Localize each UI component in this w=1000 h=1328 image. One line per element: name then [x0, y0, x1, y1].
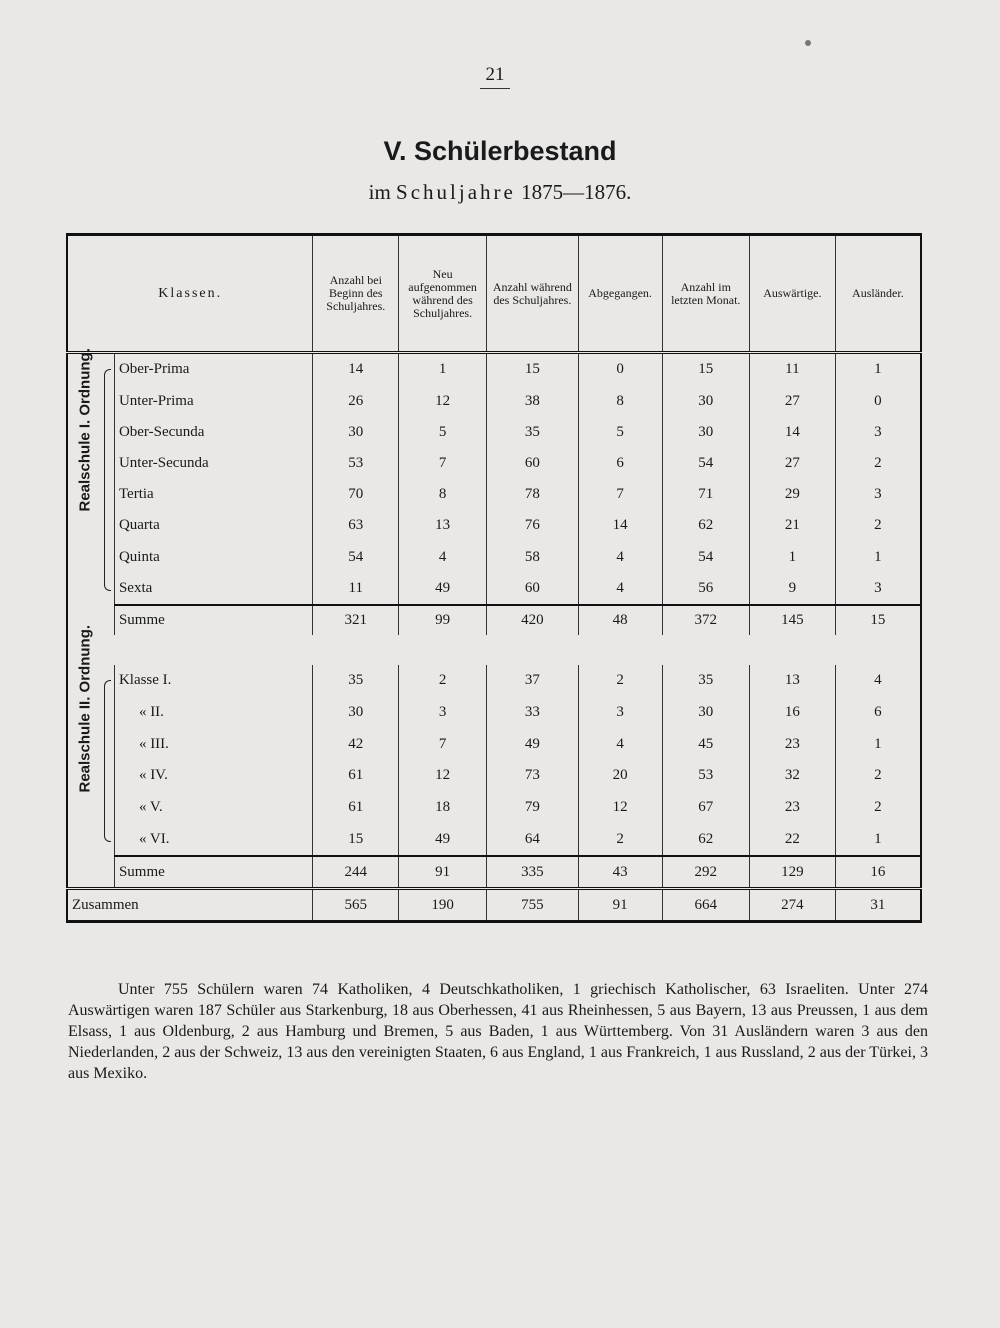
table-row [67, 448, 921, 479]
cell: 32 [749, 760, 835, 792]
cell: 9 [749, 573, 835, 605]
header-anzahl-beginn: Anzahl bei Beginn des Schuljahres. [313, 235, 399, 353]
cell: 1 [835, 728, 921, 760]
cell: 49 [399, 823, 487, 856]
cell: 73 [487, 760, 579, 792]
cell: 15 [313, 823, 399, 856]
cell: 91 [399, 856, 487, 888]
cell: 4 [835, 665, 921, 697]
cell: 21 [749, 510, 835, 541]
cell: 5 [578, 417, 662, 448]
cell: 1 [835, 353, 921, 386]
total-row [67, 889, 921, 922]
cell: 61 [313, 792, 399, 824]
cell: 56 [662, 573, 749, 605]
table-row [67, 353, 921, 386]
cell: 63 [313, 510, 399, 541]
cell: 4 [399, 542, 487, 573]
cell: 60 [487, 573, 579, 605]
cell: 1 [835, 823, 921, 856]
cell: 78 [487, 479, 579, 510]
cell: 3 [835, 417, 921, 448]
cell: 2 [835, 760, 921, 792]
cell: 18 [399, 792, 487, 824]
table-row [67, 417, 921, 448]
table-row [67, 665, 921, 697]
cell: 12 [399, 760, 487, 792]
cell: 3 [399, 697, 487, 729]
cell: 13 [749, 665, 835, 697]
cell: 30 [662, 417, 749, 448]
group2-label: Realschule II. Ordnung. [76, 625, 94, 793]
cell: 2 [835, 792, 921, 824]
cell: 8 [399, 479, 487, 510]
cell: 54 [662, 448, 749, 479]
cell: 11 [749, 353, 835, 386]
cell: 62 [662, 823, 749, 856]
cell: 190 [399, 889, 487, 922]
table-row [67, 697, 921, 729]
cell: 1 [399, 353, 487, 386]
cell: 1 [835, 542, 921, 573]
cell: 14 [313, 353, 399, 386]
cell: 2 [399, 665, 487, 697]
row-label: « III. [114, 728, 312, 760]
cell: 3 [578, 697, 662, 729]
cell: 129 [749, 856, 835, 888]
cell: 16 [835, 856, 921, 888]
cell: 58 [487, 542, 579, 573]
table-row [67, 510, 921, 541]
cell: 43 [578, 856, 662, 888]
group2-sum-row [67, 856, 921, 888]
cell: 2 [578, 823, 662, 856]
header-auslaender: Ausländer. [835, 235, 921, 353]
cell: 292 [662, 856, 749, 888]
row-label: « VI. [114, 823, 312, 856]
header-letzter-monat: Anzahl im letzten Monat. [662, 235, 749, 353]
row-label: Ober-Prima [114, 353, 312, 386]
cell: 33 [487, 697, 579, 729]
cell: 7 [399, 728, 487, 760]
group1-sum-row [67, 605, 921, 635]
cell: 35 [487, 417, 579, 448]
cell: 35 [662, 665, 749, 697]
row-label: « V. [114, 792, 312, 824]
row-label: Tertia [114, 479, 312, 510]
cell: 48 [578, 605, 662, 635]
cell: 5 [399, 417, 487, 448]
cell: 30 [662, 385, 749, 416]
cell: 27 [749, 448, 835, 479]
header-klassen: Klassen. [67, 235, 313, 353]
summary-paragraph: Unter 755 Schülern waren 74 Katholiken, 4 Deutschkatholiken, 1 griechisch Katholischer, 63 Israeliten. Unter 274 Auswärtigen waren 187 Schüler aus Starkenburg, 18 aus Oberhessen, 41 aus Rheinhessen, 5 aus Bayern, 13 aus Preussen, 1 aus dem Elsass, 1 aus Oldenburg, 2 aus Hamburg und Bremen, 5 aus Baden, 1 aus Württemberg. Von 31 Ausländern waren 3 aus den Niederlanden, 2 aus der Schweiz, 13 aus den vereinigten Staaten, 6 aus England, 1 aus Frankreich, 1 aus Russland, 2 aus der Türkei, 3 aus Mexiko. [68, 981, 928, 1082]
cell: 53 [313, 448, 399, 479]
cell: 11 [313, 573, 399, 605]
cell: 565 [313, 889, 399, 922]
cell: 2 [835, 510, 921, 541]
cell: 3 [835, 479, 921, 510]
group1-body [67, 348, 921, 636]
cell: 145 [749, 605, 835, 635]
cell: 54 [662, 542, 749, 573]
cell: 14 [749, 417, 835, 448]
ink-dot [805, 40, 811, 46]
row-label: Quarta [114, 510, 312, 541]
subtitle-prefix: im [368, 180, 391, 204]
cell: 31 [835, 889, 921, 922]
row-label: « II. [114, 697, 312, 729]
table-row [67, 823, 921, 856]
table-row [67, 792, 921, 824]
section-title: V. Schülerbestand [383, 136, 617, 166]
cell: 1 [749, 542, 835, 573]
row-label: Ober-Secunda [114, 417, 312, 448]
cell: 15 [487, 353, 579, 386]
cell: 2 [835, 448, 921, 479]
group1-label: Realschule I. Ordnung. [76, 348, 94, 512]
page-number: 21 [480, 64, 510, 89]
cell: 30 [313, 697, 399, 729]
subtitle-spaced: Schuljahre [396, 180, 516, 204]
row-label: Unter-Prima [114, 385, 312, 416]
row-label: Quinta [114, 542, 312, 573]
cell: 61 [313, 760, 399, 792]
cell: 67 [662, 792, 749, 824]
cell: 49 [487, 728, 579, 760]
cell: 12 [399, 385, 487, 416]
cell: 12 [578, 792, 662, 824]
table-row [67, 385, 921, 416]
table-row [67, 728, 921, 760]
cell: 7 [578, 479, 662, 510]
cell: 6 [835, 697, 921, 729]
header-anzahl-waehrend: Anzahl während des Schuljahres. [487, 235, 579, 353]
cell: 4 [578, 542, 662, 573]
cell: 76 [487, 510, 579, 541]
cell: 35 [313, 665, 399, 697]
cell: 372 [662, 605, 749, 635]
sum-label: Summe [114, 605, 312, 635]
cell: 22 [749, 823, 835, 856]
cell: 30 [662, 697, 749, 729]
sum-label: Summe [114, 856, 312, 888]
cell: 62 [662, 510, 749, 541]
cell: 420 [487, 605, 579, 635]
cell: 79 [487, 792, 579, 824]
cell: 0 [578, 353, 662, 386]
row-label: Klasse I. [114, 665, 312, 697]
cell: 6 [578, 448, 662, 479]
cell: 53 [662, 760, 749, 792]
cell: 54 [313, 542, 399, 573]
cell: 99 [399, 605, 487, 635]
group2-body [67, 625, 921, 921]
row-label: Unter-Secunda [114, 448, 312, 479]
cell: 91 [578, 889, 662, 922]
header-neu: Neu aufgenommen während des Schuljahres. [399, 235, 487, 353]
cell: 15 [662, 353, 749, 386]
table-row [67, 573, 921, 605]
cell: 274 [749, 889, 835, 922]
cell: 70 [313, 479, 399, 510]
section-subtitle [0, 180, 1000, 205]
cell: 321 [313, 605, 399, 635]
cell: 20 [578, 760, 662, 792]
cell: 335 [487, 856, 579, 888]
cell: 23 [749, 728, 835, 760]
total-label: Zusammen [67, 889, 313, 922]
header-auswaertige: Auswärtige. [749, 235, 835, 353]
enrollment-table [66, 233, 922, 923]
row-label: Sexta [114, 573, 312, 605]
cell: 23 [749, 792, 835, 824]
cell: 3 [835, 573, 921, 605]
row-label: « IV. [114, 760, 312, 792]
cell: 755 [487, 889, 579, 922]
table-row [67, 542, 921, 573]
cell: 13 [399, 510, 487, 541]
cell: 15 [835, 605, 921, 635]
cell: 26 [313, 385, 399, 416]
cell: 38 [487, 385, 579, 416]
cell: 4 [578, 573, 662, 605]
cell: 49 [399, 573, 487, 605]
subtitle-years: 1875—1876. [521, 180, 632, 204]
cell: 71 [662, 479, 749, 510]
header-row [67, 235, 921, 353]
cell: 0 [835, 385, 921, 416]
table-row [67, 479, 921, 510]
cell: 27 [749, 385, 835, 416]
group2-label-cell [67, 625, 102, 889]
group2-brace [102, 665, 114, 856]
cell: 42 [313, 728, 399, 760]
cell: 60 [487, 448, 579, 479]
group1-brace [102, 353, 114, 606]
group1-label-cell [67, 348, 102, 636]
header-abgegangen: Abgegangen. [578, 235, 662, 353]
cell: 30 [313, 417, 399, 448]
table-row [67, 760, 921, 792]
cell: 37 [487, 665, 579, 697]
cell: 14 [578, 510, 662, 541]
cell: 7 [399, 448, 487, 479]
cell: 244 [313, 856, 399, 888]
cell: 16 [749, 697, 835, 729]
cell: 2 [578, 665, 662, 697]
cell: 64 [487, 823, 579, 856]
cell: 8 [578, 385, 662, 416]
cell: 45 [662, 728, 749, 760]
cell: 29 [749, 479, 835, 510]
cell: 664 [662, 889, 749, 922]
cell: 4 [578, 728, 662, 760]
